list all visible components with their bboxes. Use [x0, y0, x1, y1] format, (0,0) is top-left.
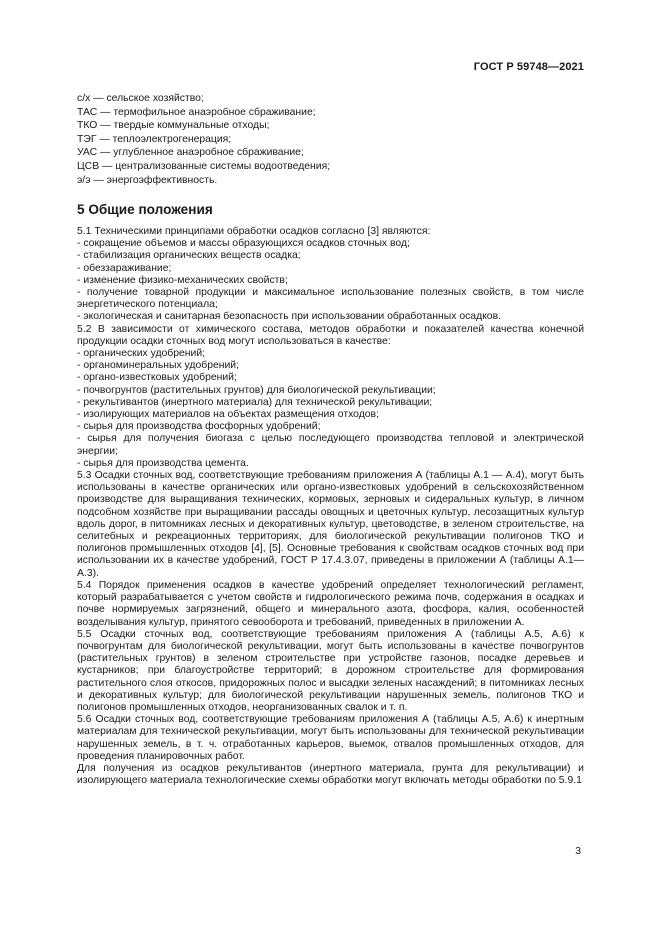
abbreviation-item: ТКО — твердые коммунальные отходы; — [77, 120, 270, 132]
paragraph: 5.5 Осадки сточных вод, соответствующие требованиям приложения А (таблицы А.5, А.6) к почвогрунтам для биологической рекультивации, могут быть использованы в качестве почвогрунтов (растительных грунтов) в зеленом строительстве при устройстве газонов, посадке деревьев и кустарников; при благоустройстве территорий; в дорожном строительстве для формирования растительного слоя откосов, придорожных полос и высадки зеленых насаждений; в питомниках лесных и декоративных культур; для биологической рекультивации нарушенных земель, полигонов ТКО и полигонов промышленных отходов, неорганизованных свалок и т. п. — [77, 628, 584, 713]
paragraph: - изолирующих материалов на объектах размещения отходов; — [77, 409, 379, 421]
paragraph: 5.2 В зависимости от химического состава, методов обработки и показателей качества конечной продукции осадки сточных вод могут использоваться в качестве: — [77, 323, 584, 347]
document-header-id: ГОСТ Р 59748—2021 — [473, 61, 584, 73]
paragraph: - почвогрунтов (растительных грунтов) для биологической рекультивации; — [77, 384, 436, 396]
paragraph: 5.6 Осадки сточных вод, соответствующие требованиям приложения А (таблицы А.5, А.6) к инертным материалам для технической рекультивации, могут быть использованы для технической рекультивации нарушенных земель, в т. ч. отработанных карьеров, выемок, отвалов промышленных отходов, для проведения планировочных работ. — [77, 714, 584, 762]
paragraph: 5.4 Порядок применения осадков в качестве удобрений определяет технологический регламент, который разрабатывается с учетом свойств и гидрологического режима почв, содержания в осадках и почве нормируемых загрязнений, общего и минерального азота, фосфора, калия, особенностей возделывания культур, принятого севооборота и требований, приведенных в приложении А. — [77, 579, 584, 628]
abbreviation-item: с/х — сельское хозяйство; — [77, 93, 204, 104]
page-number: 3 — [575, 846, 581, 857]
paragraph: - сокращение объемов и массы образующихся осадков сточных вод; — [77, 238, 410, 250]
abbreviation-item: ТАС — термофильное анаэробное сбраживание; — [77, 106, 316, 118]
abbreviation-item: УАС — углубленное анаэробное сбраживание; — [77, 147, 304, 159]
paragraph: - сырья для получения биогаза с целью последующего производства тепловой и электрической энергии; — [77, 433, 584, 457]
paragraph: - рекультивантов (инертного материала) для технической рекультивации; — [77, 396, 433, 408]
paragraph: - органических удобрений; — [77, 348, 206, 360]
paragraph: - сырья для производства фосфорных удобрений; — [77, 421, 321, 433]
paragraph: 5.1 Техническими принципами обработки осадков согласно [3] являются: — [77, 226, 431, 237]
paragraph: - получение товарной продукции и максимальное использование полезных свойств, в том числе энергетического потенциала; — [77, 287, 584, 311]
paragraph: - органо-известковых удобрений; — [77, 372, 237, 384]
abbreviation-item: ТЭГ — теплоэлектрогенерация; — [77, 133, 232, 145]
paragraph: - сырья для производства цемента. — [77, 457, 249, 469]
abbreviation-item: э/э — энергоэффективность. — [77, 174, 218, 186]
paragraph: - изменение физико-механических свойств; — [77, 274, 288, 286]
paragraph: Для получения из осадков рекультивантов (инертного материала, грунта для рекультивации) и изолирующего материала технологические схемы обработки могут включать методы обработки по 5.9.1 — [77, 762, 584, 787]
abbreviations-list — [77, 92, 587, 187]
paragraph: - стабилизация органических веществ осадка; — [77, 250, 301, 262]
paragraph: - органоминеральных удобрений; — [77, 360, 239, 372]
section-body — [77, 226, 584, 787]
section-title: 5 Общие положения — [77, 202, 213, 217]
paragraph: - обеззараживание; — [77, 262, 172, 274]
paragraph: 5.3 Осадки сточных вод, соответствующие требованиям приложения А (таблицы А.1 — А.4), могут быть использованы в качестве органических или органо-известковых удобрений в сельскохозяйственном производстве для выращивания технических, кормовых, зерновых и сидеральных культур, в личном подсобном хозяйстве при выращивании рассады овощных и цветочных культур, лесозащитных культур вдоль дорог, в питомниках лесных и декоративных культур, цветоводстве, в зеленом строительстве, на селитебных и рекреационных территориях, для биологической рекультивации полигонов ТКО и полигонов промышленных отходов [4], [5]. Основные требования к свойствам осадков сточных вод при использовании их в качестве удобрений, ГОСТ Р 17.4.3.07, приведены в приложении А (таблицы А.1—А.3). — [77, 470, 584, 579]
abbreviation-item: ЦСВ — централизованные системы водоотведения; — [77, 160, 331, 172]
paragraph: - экологическая и санитарная безопасность при использовании обработанных осадков. — [77, 311, 501, 323]
